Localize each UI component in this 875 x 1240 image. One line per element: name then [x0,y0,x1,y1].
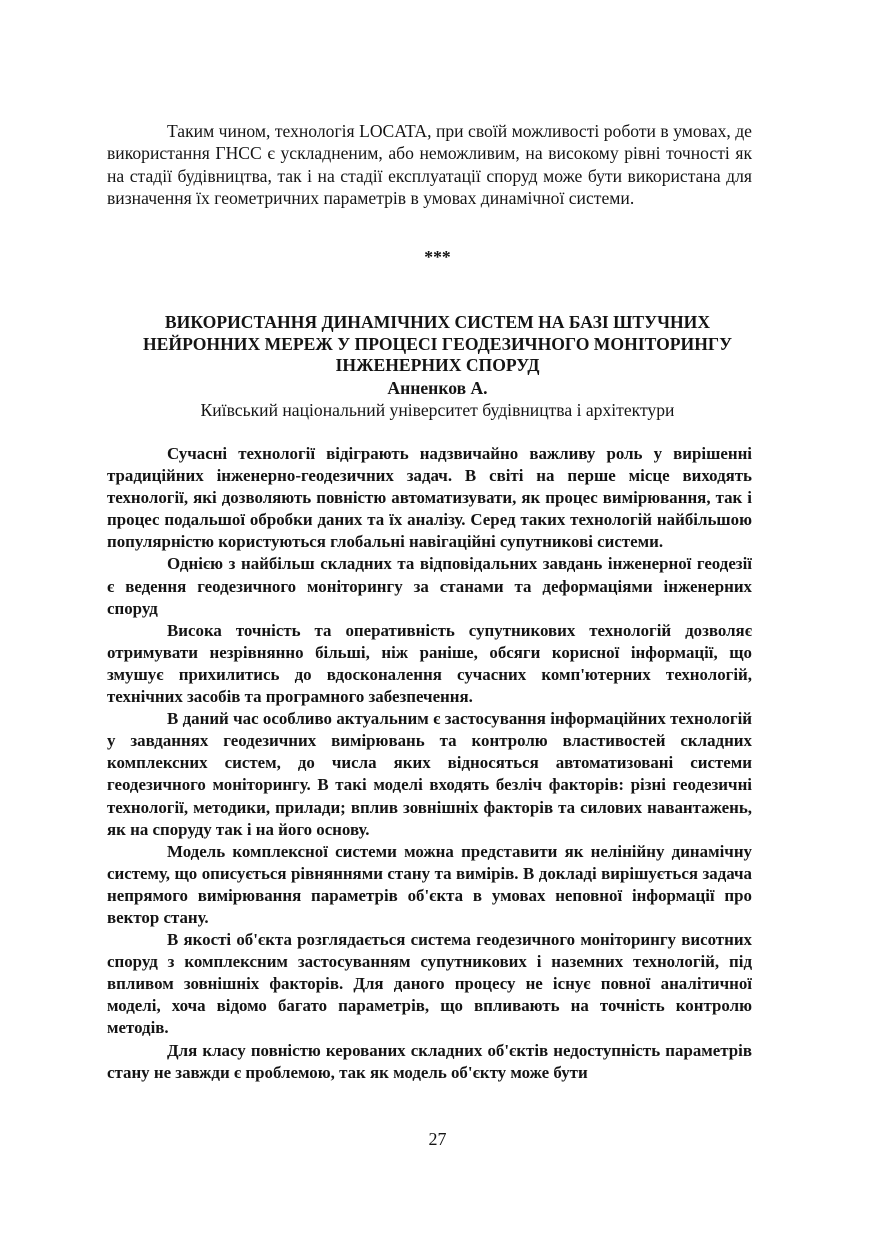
article-title-line-2: НЕЙРОННИХ МЕРЕЖ У ПРОЦЕСІ ГЕОДЕЗИЧНОГО МОНІТОРИНГУ [142,333,733,354]
body-paragraph: Однією з найбільш складних та відповідальних завдань інженерної геодезії є ведення геодезичного моніторингу за станами та деформаціями інженерних споруд [107,554,752,618]
body-paragraph: В якості об'єкта розглядається система геодезичного моніторингу висотних споруд з комплексним застосуванням супутникових і наземних технологій, під впливом зовнішніх факторів. Для даного процесу не існує повної аналітичної моделі, хоча відомо багато параметрів, що впливають на точність контролю методів. [107,930,752,1038]
article-affiliation: Київський національний університет будівництва і архітектури [200,399,675,420]
body-paragraph: Модель комплексної системи можна представити як нелінійну динамічну систему, що описується рівняннями стану та вимірів. В докладі вирішується задача непрямого вимірювання параметрів об'єкта в умовах неповної інформації про вектор стану. [107,841,752,927]
page-number: 27 [428,1129,447,1149]
body-paragraph: В даний час особливо актуальним є застосування інформаційних технологій у завданнях геодезичних вимірювань та контролю властивостей складних комплексних систем, до числа яких відносяться автоматизовані системи геодезичного моніторингу. В такі моделі входять безліч факторів: різні геодезичні технології, методики, прилади; вплив зовнішніх факторів та силових навантажень, як на споруду так і на його основу. [107,709,752,839]
previous-article-ending [107,120,752,209]
article-author: Анненков А. [387,377,488,398]
article-header [60,312,815,421]
article-title-line-3: ІНЖЕНЕРНИХ СПОРУД [335,355,540,375]
previous-article-closing-paragraph: Таким чином, технологія LOCATA, при своїй можливості роботи в умовах, де використання ГНСС є ускладненим, або неможливим, на високому рівні точності як на стадії будівництва, так і на стадії експлуатації споруд може бути використана для визначення їх геометричних параметрів в умовах динамічної системи. [107,121,752,208]
article-title-line-1: ВИКОРИСТАННЯ ДИНАМІЧНИХ СИСТЕМ НА БАЗІ ШТУЧНИХ [164,312,711,332]
section-divider: *** [424,247,451,267]
body-paragraph: Сучасні технології відіграють надзвичайно важливу роль у вирішенні традиційних інженерно-геодезичних задач. В світі на перше місце виходять технології, які дозволяють повністю автоматизувати, як процес вимірювання, так і процес подальшої обробки даних та їх аналізу. Серед таких технологій найбільшою популярністю користуються глобальні навігаційні супутникові системи. [107,444,752,552]
body-paragraph: Для класу повністю керованих складних об'єктів недоступність параметрів стану не завжди є проблемою, так як модель об'єкту може бути [107,1040,752,1082]
body-paragraph: Висока точність та оперативність супутникових технологій дозволяє отримувати незрівнянно більші, ніж раніше, обсяги корисної інформації, що змушує прихилитись до вдосконалення сучасних комп'ютерних технологій, технічних засобів та програмного забезпечення. [107,620,752,707]
article-body [107,443,752,1084]
